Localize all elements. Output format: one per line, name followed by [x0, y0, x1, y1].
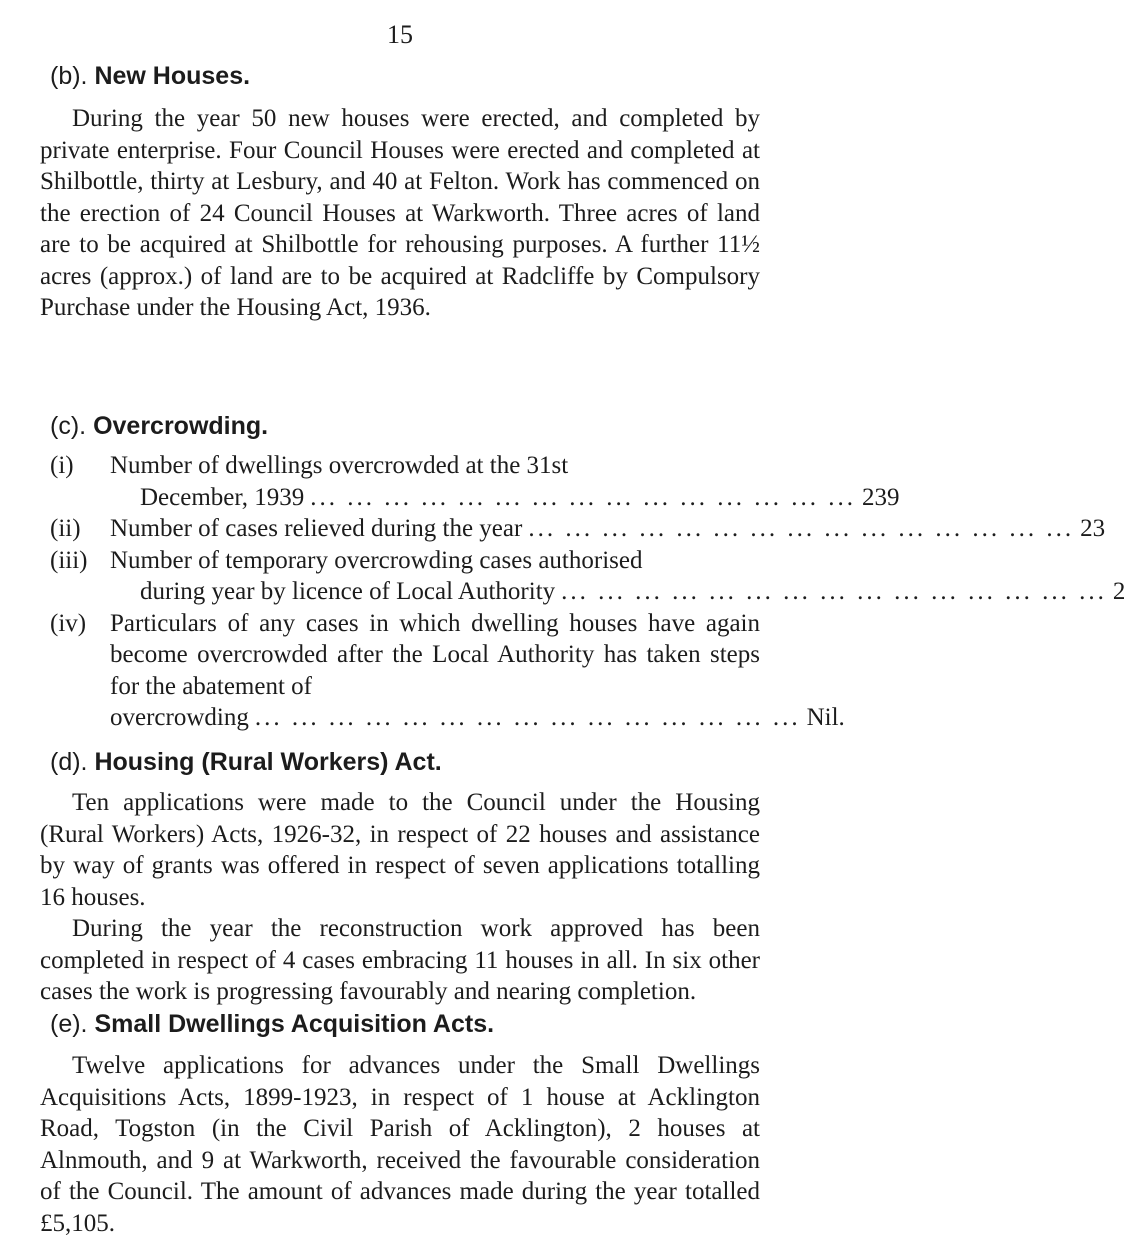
- dot-leader: ... ... ... ... ... ... ... ... ... ... ... ... ... ... ...: [528, 515, 1075, 542]
- item-number: (ii): [50, 515, 81, 542]
- section-title: Small Dwellings Acquisition Acts.: [94, 1010, 495, 1038]
- section-letter: (b).: [50, 62, 88, 90]
- section-letter: (c).: [50, 412, 87, 440]
- small-dwellings-paragraph: Twelve applications for advances under the Small Dwellings Acquisitions Acts, 1899-1923, in respect of 1 house at Acklington Road, Togston (in the Civil Parish of Acklington), 2 houses at Alnmouth, and 9 at Warkworth, received the favourable consideration of the Council. The amount of advances made during the year totalled £5,105.: [40, 1052, 760, 1237]
- overcrowding-item-i: [50, 450, 900, 513]
- section-title: Overcrowding.: [93, 412, 269, 440]
- item-text: Particulars of any cases in which dwelling houses have again become overcrowded after the Local Authority has taken steps for the abatement of: [110, 609, 760, 700]
- dot-leader: ... ... ... ... ... ... ... ... ... ... ... ... ... ... ...: [254, 704, 801, 731]
- overcrowding-item-ii: [50, 513, 1106, 545]
- item-value: Nil.: [806, 704, 845, 731]
- overcrowding-item-iii: [50, 545, 1125, 608]
- section-letter: (d).: [50, 748, 88, 776]
- dot-leader: ... ... ... ... ... ... ... ... ... ... ... ... ... ... ...: [561, 578, 1107, 605]
- rural-workers-paragraph-1: Ten applications were made to the Council under the Housing (Rural Workers) Acts, 1926-32, in respect of 22 houses and assistance by way of grants was offered in respect of seven applications totalling 16 houses.: [40, 789, 760, 911]
- item-value: 2: [1112, 578, 1125, 605]
- overcrowding-item-iv: [50, 608, 845, 734]
- page-number: 15: [387, 20, 413, 49]
- item-number: (iii): [50, 546, 88, 574]
- section-heading-overcrowding: [50, 412, 268, 441]
- item-text: Number of dwellings overcrowded at the 31st: [110, 452, 569, 479]
- section-title: New Houses.: [94, 62, 251, 90]
- section-heading-rural-workers: [50, 748, 442, 777]
- item-text-cont: overcrowding: [110, 704, 249, 731]
- new-houses-paragraph: During the year 50 new houses were erected, and completed by private enterprise. Four Council Houses were erected and completed at Shilbottle, thirty at Lesbury, and 40 at Felton. Work has commenced on the erection of 24 Council Houses at Warkworth. Three acres of land are to be acquired at Shilbottle for rehousing purposes. A further 11½ acres (approx.) of land are to be acquired at Radcliffe by Compulsory Purchase under the Housing Act, 1936.: [40, 105, 760, 321]
- section-heading-new-houses: [50, 62, 250, 91]
- item-text-cont: December, 1939: [140, 483, 305, 511]
- item-text: Number of cases relieved during the year: [110, 515, 523, 542]
- item-number: (i): [50, 452, 74, 479]
- item-number: (iv): [50, 609, 87, 637]
- rural-workers-paragraph-2: During the year the reconstruction work approved has been completed in respect of 4 cases embracing 11 houses in all. In six other cases the work is progressing favourably and nearing completion.: [40, 915, 760, 1005]
- section-title: Housing (Rural Workers) Act.: [94, 748, 442, 776]
- item-value: 23: [1080, 515, 1106, 542]
- section-heading-small-dwellings: [50, 1010, 494, 1039]
- item-text-cont: during year by licence of Local Authority: [140, 578, 556, 605]
- dot-leader: ... ... ... ... ... ... ... ... ... ... ... ... ... ... ...: [310, 483, 856, 511]
- item-value: 239: [861, 483, 900, 511]
- item-text: Number of temporary overcrowding cases authorised: [110, 546, 643, 574]
- overcrowding-list: [50, 450, 1125, 734]
- section-letter: (e).: [50, 1010, 88, 1038]
